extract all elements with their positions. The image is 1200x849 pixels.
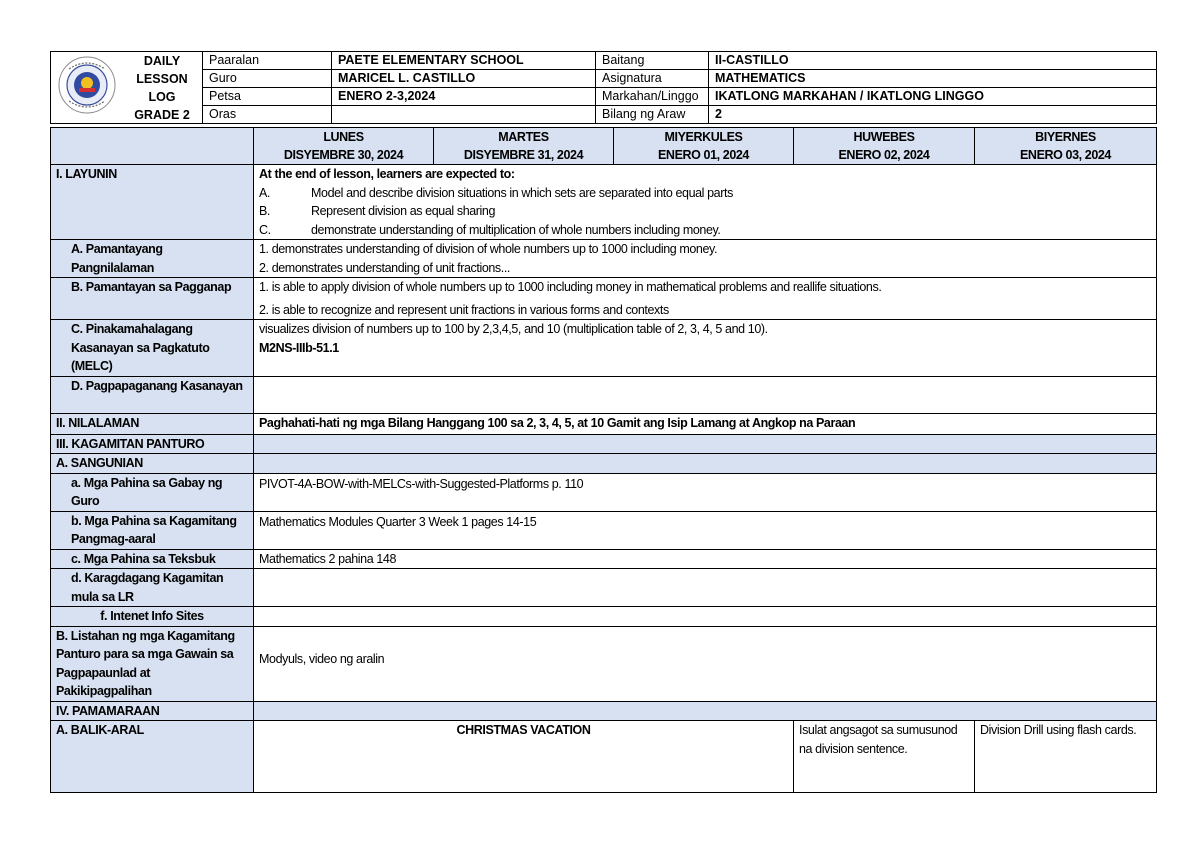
value-guro: MARICEL L. CASTILLO <box>332 70 596 88</box>
nilalaman-content: Paghahati-hati ng mga Bilang Hanggang 100 sa 2, 3, 4, 5, at 10 Gamit ang Isip Lamang at Angkop na Paraan <box>254 413 1157 434</box>
kagamitang-mag-aaral-label: b. Mga Pahina sa Kagamitang Pangmag-aaral <box>51 511 254 549</box>
pagpapaganang-content <box>254 376 1157 413</box>
day-header-huwebes <box>794 128 975 165</box>
balik-aral-vacation: CHRISTMAS VACATION <box>254 721 794 793</box>
layunin-item-text: demonstrate understanding of multiplication of whole numbers including money. <box>311 222 721 237</box>
dll-title <box>117 52 203 124</box>
day-header-miyerkules <box>614 128 794 165</box>
dll-title-line: LOG <box>148 90 176 104</box>
content-line: 1. demonstrates understanding of division of whole numbers up to 1000 including money. <box>259 242 718 256</box>
nilalaman-label: II. NILALAMAN <box>51 413 254 434</box>
corner-cell <box>51 128 254 165</box>
melc-label: C. Pinakamahalagang Kasanayan sa Pagkatuto (MELC) <box>51 320 254 377</box>
layunin-item <box>259 184 1151 203</box>
day-date: ENERO 03, 2024 <box>1020 148 1111 162</box>
value-oras <box>332 106 596 124</box>
day-date: DISYEMBRE 31, 2024 <box>463 148 584 162</box>
day-header-biyernes <box>975 128 1157 165</box>
day-date: ENERO 02, 2024 <box>838 148 930 162</box>
day-name: LUNES <box>323 130 364 144</box>
layunin-item <box>259 221 1151 240</box>
layunin-label: I. LAYUNIN <box>51 165 254 240</box>
balik-aral-huwebes: Isulat angsagot sa sumusunod na division sentence. <box>794 721 975 793</box>
pamantayang-pangnilalaman-label: A. Pamantayang Pangnilalaman <box>51 240 254 278</box>
melc-text: visualizes division of numbers up to 100 by 2,3,4,5, and 10 (multiplication table of 2, 3, 4, 5 and 10). <box>259 322 768 336</box>
label-baitang: Baitang <box>596 52 709 70</box>
label-markahan: Markahan/Linggo <box>596 88 709 106</box>
kagamitan-content <box>254 434 1157 454</box>
day-name: BIYERNES <box>1035 130 1096 144</box>
deped-seal-icon <box>57 55 117 115</box>
karagdagang-label: d. Karagdagang Kagamitan mula sa LR <box>51 569 254 607</box>
day-header-lunes <box>254 128 434 165</box>
pamantayan-pagganap-label: B. Pamantayan sa Pagganap <box>51 278 254 320</box>
listahan-content: Modyuls, video ng aralin <box>254 626 1157 701</box>
kagamitang-mag-aaral-content: Mathematics Modules Quarter 3 Week 1 pages 14-15 <box>254 511 1157 549</box>
label-bilang-ng-araw: Bilang ng Araw <box>596 106 709 124</box>
sangunian-content <box>254 454 1157 474</box>
content-line: 2. is able to recognize and represent unit fractions in various forms and contexts <box>259 302 669 317</box>
day-name: HUWEBES <box>853 130 915 144</box>
header-table <box>50 51 1157 124</box>
gabay-label: a. Mga Pahina sa Gabay ng Guro <box>51 473 254 511</box>
lesson-table <box>50 127 1157 793</box>
pamamaraan-content <box>254 701 1157 721</box>
teksbuk-label: c. Mga Pahina sa Teksbuk <box>51 549 254 569</box>
layunin-item-key: A. <box>259 185 271 200</box>
day-date: DISYEMBRE 30, 2024 <box>283 148 404 162</box>
label-paaralan: Paaralan <box>203 52 332 70</box>
layunin-content <box>254 165 1157 240</box>
value-bilang-ng-araw: 2 <box>709 106 1157 124</box>
value-petsa: ENERO 2-3,2024 <box>332 88 596 106</box>
pagpapaganang-label: D. Pagpapaganang Kasanayan <box>51 376 254 413</box>
dll-title-line: LESSON <box>136 72 188 86</box>
label-petsa: Petsa <box>203 88 332 106</box>
internet-label: f. Intenet Info Sites <box>51 607 254 627</box>
pamantayang-pangnilalaman-content <box>254 240 1157 278</box>
karagdagang-content <box>254 569 1157 607</box>
value-asignatura: MATHEMATICS <box>709 70 1157 88</box>
layunin-item <box>259 202 1151 221</box>
sangunian-label: A. SANGUNIAN <box>51 454 254 474</box>
layunin-item-text: Represent division as equal sharing <box>311 204 496 218</box>
label-guro: Guro <box>203 70 332 88</box>
gabay-content: PIVOT-4A-BOW-with-MELCs-with-Suggested-Platforms p. 110 <box>254 473 1157 511</box>
logo-title-cell <box>51 52 203 124</box>
label-oras: Oras <box>203 106 332 124</box>
value-baitang: II-CASTILLO <box>709 52 1157 70</box>
dll-title-line: DAILY <box>143 54 181 68</box>
pamamaraan-label: IV. PAMAMARAAN <box>51 701 254 721</box>
listahan-label: B. Listahan ng mga Kagamitang Panturo para sa mga Gawain sa Pagpapaunlad at Pakikipagpalihan <box>51 626 254 701</box>
layunin-item-key: B. <box>259 204 271 218</box>
layunin-item-text: Model and describe division situations in which sets are separated into equal parts <box>311 185 733 200</box>
teksbuk-content: Mathematics 2 pahina 148 <box>254 549 1157 569</box>
value-markahan: IKATLONG MARKAHAN / IKATLONG LINGGO <box>709 88 1157 106</box>
day-name: MIYERKULES <box>664 130 743 144</box>
melc-code: M2NS-IIIb-51.1 <box>259 340 339 355</box>
content-line: 2. demonstrates understanding of unit fractions... <box>259 260 510 275</box>
content-line: 1. is able to apply division of whole numbers up to 1000 including money in mathematical problems and reallife situations. <box>259 280 882 294</box>
day-header-martes <box>434 128 614 165</box>
day-date: ENERO 01, 2024 <box>658 148 749 162</box>
label-asignatura: Asignatura <box>596 70 709 88</box>
day-name: MARTES <box>498 130 549 144</box>
internet-content <box>254 607 1157 627</box>
balik-aral-label: A. BALIK-ARAL <box>51 721 254 793</box>
balik-aral-biyernes: Division Drill using flash cards. <box>975 721 1157 793</box>
melc-content <box>254 320 1157 377</box>
layunin-intro: At the end of lesson, learners are expected to: <box>259 167 515 181</box>
pamantayan-pagganap-content <box>254 278 1157 320</box>
layunin-item-key: C. <box>259 222 271 237</box>
lesson-log-page <box>50 51 1156 793</box>
dll-title-line: GRADE 2 <box>134 108 190 122</box>
value-paaralan: PAETE ELEMENTARY SCHOOL <box>332 52 596 70</box>
kagamitan-label: III. KAGAMITAN PANTURO <box>51 434 254 454</box>
